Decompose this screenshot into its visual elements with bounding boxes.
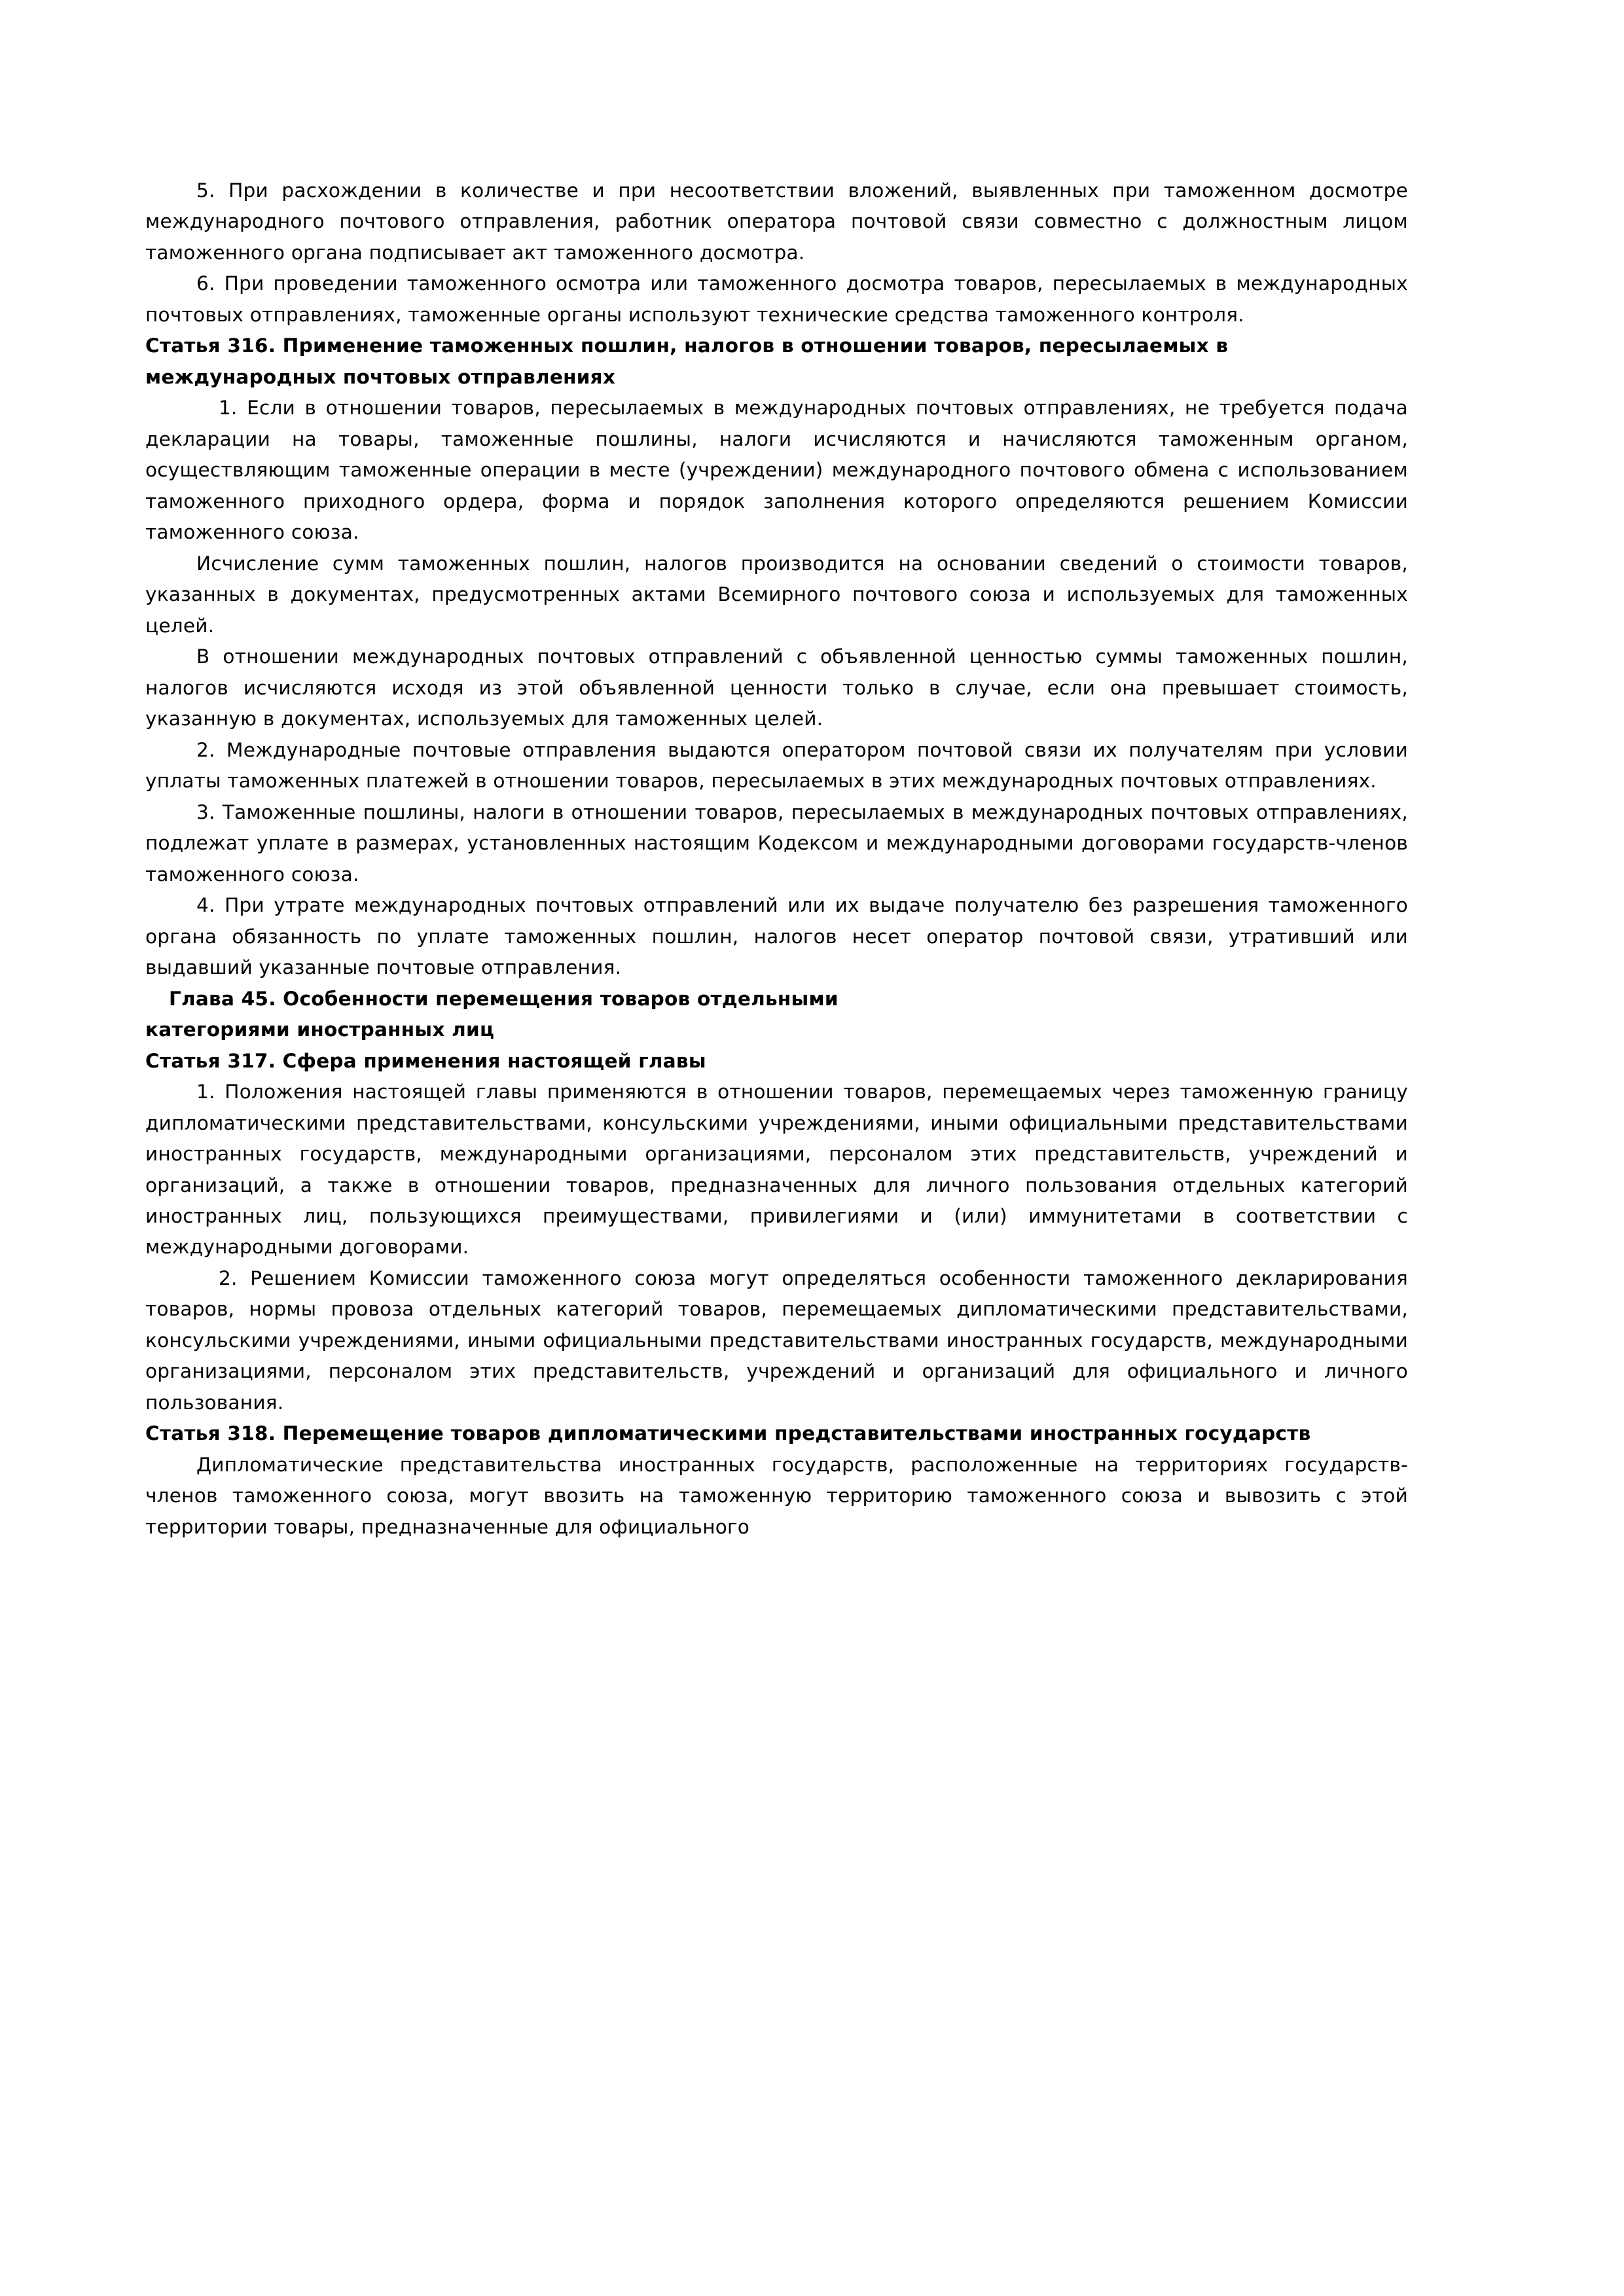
paragraph-316-item-2: 2. Международные почтовые отправления выдаются оператором почтовой связи их получателям при условии уплаты таможенных платежей в отношении товаров, пересылаемых в этих международных почтовых отправлениях. bbox=[145, 738, 1408, 793]
paragraph-item-6: 6. При проведении таможенного осмотра или таможенного досмотра товаров, пересылаемых в международных почтовых отправлениях, таможенные органы используют технические средства таможенного контроля. bbox=[145, 272, 1408, 326]
heading-article-317: Статья 317. Сфера применения настоящей главы bbox=[145, 1049, 706, 1072]
paragraph-item-5: 5. При расхождении в количестве и при несоответствии вложений, выявленных при таможенном досмотре международного почтового отправления, работник оператора почтовой связи совместно с должностным лицом таможенного органа подписывает акт таможенного досмотра. bbox=[145, 179, 1408, 264]
heading-chapter-45-line-1: Глава 45. Особенности перемещения товаров отдельными bbox=[169, 987, 839, 1010]
paragraph-316-declared-value: В отношении международных почтовых отправлений с объявленной ценностью суммы таможенных пошлин, налогов исчисляются исходя из этой объявленной ценности только в случае, если она превышает стоимость, указанную в документах, используемых для таможенных целей. bbox=[145, 645, 1408, 730]
paragraph-317-item-1: 1. Положения настоящей главы применяются в отношении товаров, перемещаемых через таможенную границу дипломатическими представительствами, консульскими учреждениями, иными официальными представительствами иностранных государств, международными организациями, персоналом этих представительств, учреждений и организаций, а также в отношении товаров, предназначенных для личного пользования отдельных категорий иностранных лиц, пользующихся преимуществами, привилегиями и (или) иммунитетами в соответствии с международными договорами. bbox=[145, 1081, 1408, 1259]
paragraph-316-item-1: 1. Если в отношении товаров, пересылаемых в международных почтовых отправлениях, не требуется подача декларации на товары, таможенные пошлины, налоги исчисляются и начисляются таможенным органом, осуществляющим таможенные операции в месте (учреждении) международного почтового обмена с использованием таможенного приходного ордера, форма и порядок заполнения которого определяются решением Комиссии таможенного союза. bbox=[145, 397, 1408, 544]
paragraph-316-item-3: 3. Таможенные пошлины, налоги в отношении товаров, пересылаемых в международных почтовых отправлениях, подлежат уплате в размерах, установленных настоящим Кодексом и международными договорами государств-членов таможенного союза. bbox=[145, 800, 1408, 886]
paragraph-318-body: Дипломатические представительства иностранных государств, расположенные на территориях государств-членов таможенного союза, могут ввозить на таможенную территорию таможенного союза и вывозить с этой территории товары, предназначенные для официального bbox=[145, 1453, 1408, 1538]
heading-article-316: Статья 316. Применение таможенных пошлин, налогов в отношении товаров, пересылаемых в международных почтовых отправлениях bbox=[145, 334, 1229, 388]
document-body bbox=[145, 175, 1408, 1543]
heading-chapter-45-line-2: категориями иностранных лиц bbox=[145, 1018, 495, 1041]
paragraph-316-calculation: Исчисление сумм таможенных пошлин, налогов производится на основании сведений о стоимости товаров, указанных в документах, предусмотренных актами Всемирного почтового союза и используемых для таможенных целей. bbox=[145, 552, 1408, 637]
paragraph-316-item-4: 4. При утрате международных почтовых отправлений или их выдаче получателю без разрешения таможенного органа обязанность по уплате таможенных пошлин, налогов несет оператор почтовой связи, утративший или выдавший указанные почтовые отправления. bbox=[145, 894, 1408, 979]
heading-article-318: Статья 318. Перемещение товаров дипломатическими представительствами иностранных государств bbox=[145, 1422, 1311, 1445]
paragraph-317-item-2: 2. Решением Комиссии таможенного союза могут определяться особенности таможенного декларирования товаров, нормы провоза отдельных категорий товаров, перемещаемых дипломатическими представительствами, консульскими учреждениями, иными официальными представительствами иностранных государств, международными организациями, персоналом этих представительств, учреждений и организаций для официального и личного пользования. bbox=[145, 1266, 1408, 1414]
